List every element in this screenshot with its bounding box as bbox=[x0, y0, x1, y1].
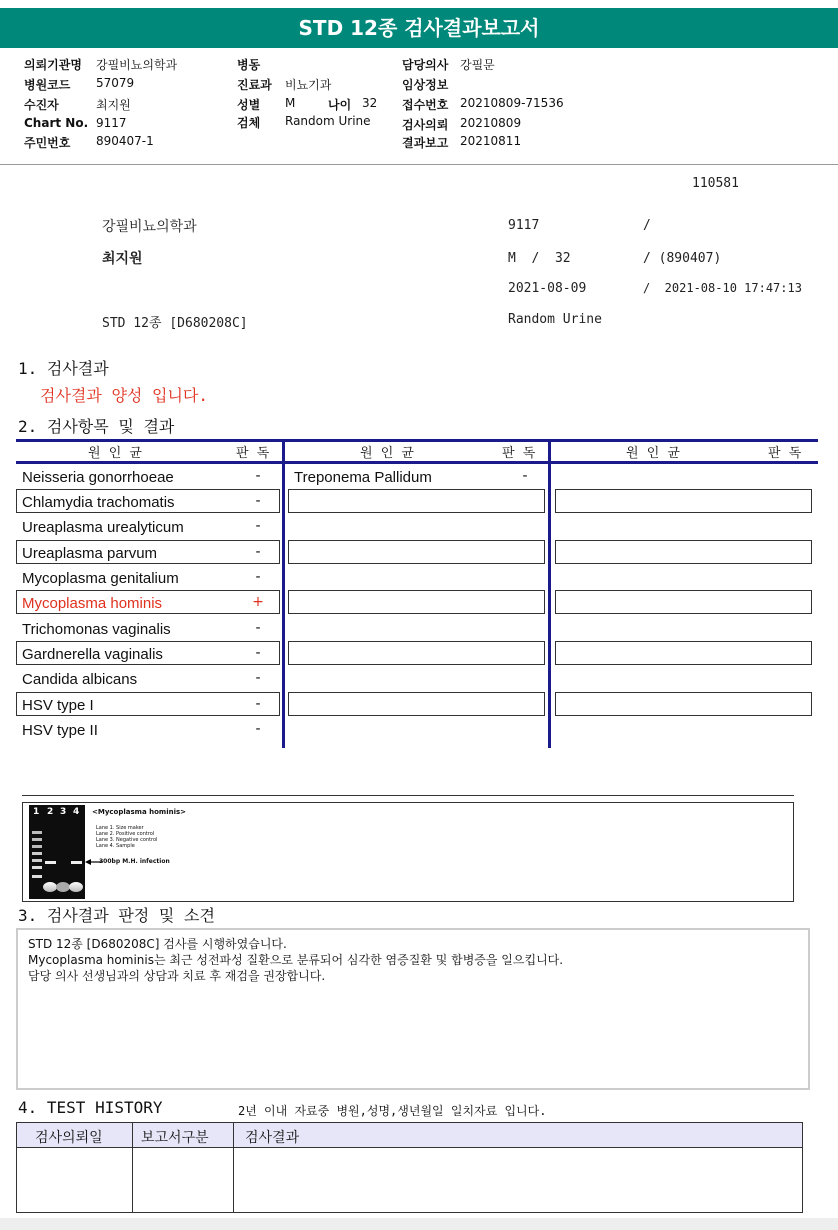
label-hospital-code: 병원코드 bbox=[24, 78, 71, 92]
organism-result: - bbox=[255, 569, 261, 585]
band-arrowhead bbox=[85, 859, 91, 865]
value-doctor: 강필문 bbox=[460, 58, 495, 72]
report-number: 110581 bbox=[692, 176, 739, 191]
label-patient: 수진자 bbox=[24, 98, 59, 112]
history-note: 2년 이내 자료중 병원,성명,생년월일 일치자료 입니다. bbox=[238, 1104, 547, 1118]
label-specimen: 검체 bbox=[237, 116, 261, 130]
gel-title: <Mycoplasma hominis> bbox=[92, 808, 187, 816]
value-hospital-code: 57079 bbox=[96, 76, 135, 90]
grid-divider-2 bbox=[548, 440, 551, 748]
col-header-result-2: 판 독 bbox=[502, 446, 538, 461]
organism-name: Neisseria gonorrhoeae bbox=[22, 469, 174, 486]
label-referring-org: 의뢰기관명 bbox=[24, 58, 82, 72]
primer-dimer bbox=[69, 882, 83, 892]
gel-legend: Lane 1. Size maker bbox=[96, 825, 144, 831]
ladder-band bbox=[32, 875, 42, 878]
ladder-band bbox=[32, 866, 42, 869]
organism-result: - bbox=[522, 468, 528, 484]
value-report-date: 20210811 bbox=[460, 134, 522, 148]
row-box bbox=[288, 641, 545, 665]
col-header-result-3: 판 독 bbox=[768, 446, 804, 461]
gel-figure bbox=[22, 802, 794, 902]
gel-lane-label: 2 bbox=[47, 807, 54, 817]
organism-name: Gardnerella vaginalis bbox=[22, 646, 163, 663]
row-box bbox=[555, 692, 812, 716]
value-chart-no: 9117 bbox=[96, 116, 127, 130]
label-resident-no: 주민번호 bbox=[24, 136, 71, 150]
organism-name: Trichomonas vaginalis bbox=[22, 621, 171, 638]
grid-divider-1 bbox=[282, 440, 285, 748]
section-3-title: 3. 검사결과 판정 및 소견 bbox=[18, 906, 215, 925]
primer-dimer bbox=[43, 882, 57, 892]
positive-control-band bbox=[45, 861, 56, 864]
opinion-line: Mycoplasma hominis는 최근 성전파성 질환으로 분류되어 심각한 염증질환 및 합병증을 일으킵니다. bbox=[28, 953, 564, 967]
gel-lane-label: 1 bbox=[33, 807, 40, 817]
meta-report-datetime: / 2021-08-10 17:47:13 bbox=[643, 281, 802, 295]
figure-top-rule bbox=[22, 795, 794, 796]
meta-sex-age: M / 32 bbox=[508, 251, 571, 266]
meta-test-name: STD 12종 [D680208C] bbox=[102, 316, 248, 331]
meta-chart: 9117 bbox=[508, 218, 540, 233]
footer-bar bbox=[0, 1218, 838, 1230]
positive-result-message: 검사결과 양성 입니다. bbox=[40, 386, 209, 405]
organism-name: HSV type II bbox=[22, 722, 98, 739]
section-1-title: 1. 검사결과 bbox=[18, 359, 109, 378]
organism-result: - bbox=[255, 518, 261, 534]
gel-legend: Lane 2. Positive control bbox=[96, 831, 155, 837]
organism-name: Ureaplasma parvum bbox=[22, 545, 158, 562]
row-box bbox=[288, 489, 545, 513]
value-request-date: 20210809 bbox=[460, 116, 522, 130]
meta-birth: / (890407) bbox=[643, 251, 722, 266]
meta-patient: 최지원 bbox=[102, 251, 143, 267]
history-header: 보고서구분 bbox=[141, 1130, 209, 1146]
col-header-organism-3: 원 인 균 bbox=[626, 446, 682, 461]
meta-slash: / bbox=[643, 218, 651, 233]
gel-legend: Lane 4. Sample bbox=[96, 843, 135, 849]
divider bbox=[0, 164, 838, 165]
value-department: 비뇨기과 bbox=[285, 78, 332, 92]
organism-name: Treponema Pallidum bbox=[294, 469, 432, 486]
label-ward: 병동 bbox=[237, 58, 261, 72]
organism-result-positive: + bbox=[252, 594, 264, 610]
col-header-result-1: 판 독 bbox=[236, 446, 272, 461]
value-patient: 최지원 bbox=[96, 98, 131, 112]
history-table bbox=[16, 1122, 803, 1213]
label-department: 진료과 bbox=[237, 78, 272, 92]
sample-band bbox=[71, 861, 82, 864]
row-box bbox=[555, 641, 812, 665]
organism-name: HSV type I bbox=[22, 697, 94, 714]
gel-legend: Lane 3. Negative control bbox=[96, 837, 158, 843]
section-2-title: 2. 검사항목 및 결과 bbox=[18, 417, 175, 436]
col-header-organism-2: 원 인 균 bbox=[360, 446, 416, 461]
label-receipt-no: 접수번호 bbox=[402, 98, 449, 112]
primer-dimer bbox=[56, 882, 70, 892]
gel-band-label: 300bp M.H. infection bbox=[99, 858, 170, 865]
row-box bbox=[288, 590, 545, 614]
label-report-date: 결과보고 bbox=[402, 136, 449, 150]
label-age: 나이 bbox=[328, 98, 352, 112]
organism-result: - bbox=[255, 493, 261, 509]
organism-result: - bbox=[255, 645, 261, 661]
meta-request-date: 2021-08-09 bbox=[508, 281, 587, 296]
meta-hospital: 강필비뇨의학과 bbox=[102, 219, 197, 235]
organism-result: - bbox=[255, 468, 261, 484]
organism-name: Candida albicans bbox=[22, 671, 138, 688]
section-4-title: 4. TEST HISTORY bbox=[18, 1098, 163, 1117]
row-box bbox=[555, 590, 812, 614]
organism-name: Ureaplasma urealyticum bbox=[22, 519, 184, 536]
value-receipt-no: 20210809-71536 bbox=[460, 96, 564, 110]
row-box bbox=[555, 489, 812, 513]
ladder-band bbox=[32, 838, 42, 841]
history-header: 검사결과 bbox=[245, 1130, 300, 1146]
organism-name-positive: Mycoplasma hominis bbox=[22, 595, 163, 612]
patient-info-block bbox=[0, 52, 838, 164]
label-chart-no: Chart No. bbox=[24, 116, 89, 130]
ladder-band bbox=[32, 845, 42, 848]
organism-name: Mycoplasma genitalium bbox=[22, 570, 179, 587]
value-sex: M bbox=[285, 96, 296, 110]
value-referring-org: 강필비뇨의학과 bbox=[96, 58, 178, 72]
ladder-band bbox=[32, 852, 42, 855]
row-box bbox=[555, 540, 812, 564]
report-title: STD 12종 검사결과보고서 bbox=[0, 8, 838, 48]
organism-name: Chlamydia trachomatis bbox=[22, 494, 175, 511]
label-clinical-info: 임상정보 bbox=[402, 78, 449, 92]
grid-header-border bbox=[16, 461, 818, 464]
opinion-line: STD 12종 [D680208C] 검사를 시행하였습니다. bbox=[28, 937, 287, 951]
col-header-organism-1: 원 인 균 bbox=[88, 446, 144, 461]
organism-result: - bbox=[255, 721, 261, 737]
gel-lane-label: 4 bbox=[73, 807, 80, 817]
gel-lane-label: 3 bbox=[60, 807, 67, 817]
value-resident-no: 890407-1 bbox=[96, 134, 154, 148]
history-header: 검사의뢰일 bbox=[35, 1130, 103, 1146]
gel-image bbox=[23, 803, 793, 901]
ladder-band bbox=[32, 831, 42, 834]
row-box bbox=[288, 692, 545, 716]
meta-specimen: Random Urine bbox=[508, 312, 602, 327]
opinion-line: 담당 의사 선생님과의 상담과 치료 후 재검을 권장합니다. bbox=[28, 969, 326, 983]
value-age: 32 bbox=[362, 96, 378, 110]
label-request-date: 검사의뢰 bbox=[402, 118, 449, 132]
ladder-band bbox=[32, 859, 42, 862]
row-box bbox=[288, 540, 545, 564]
organism-result: - bbox=[255, 620, 261, 636]
label-sex: 성별 bbox=[237, 98, 261, 112]
organism-result: - bbox=[255, 670, 261, 686]
organism-result: - bbox=[255, 696, 261, 712]
label-doctor: 담당의사 bbox=[402, 58, 449, 72]
organism-result: - bbox=[255, 544, 261, 560]
opinion-box bbox=[16, 928, 810, 1090]
value-specimen: Random Urine bbox=[285, 114, 371, 128]
